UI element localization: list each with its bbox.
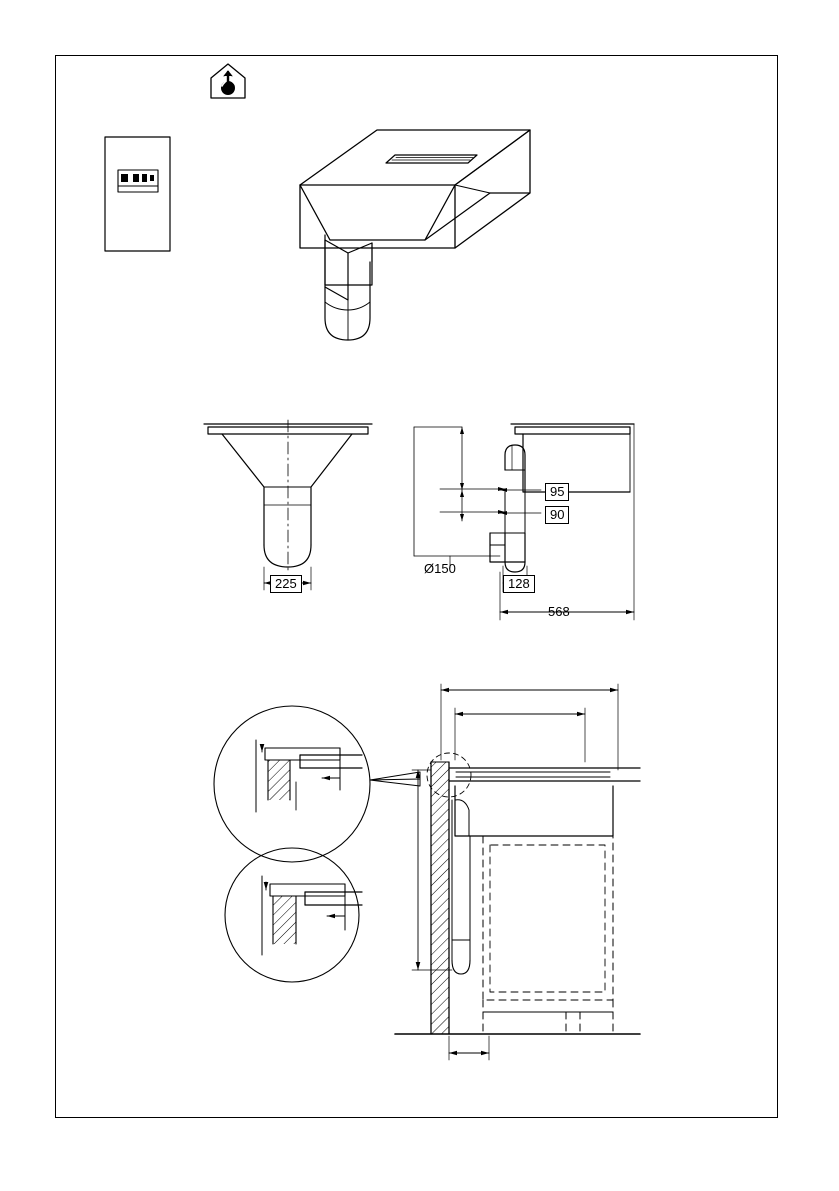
dimension-duct-depth: 128 (503, 575, 535, 593)
dimension-overall-length: 568 (548, 604, 570, 619)
dimension-offset-lower: 90 (545, 506, 569, 524)
page-border (55, 55, 778, 1118)
dimension-offset-upper: 95 (545, 483, 569, 501)
dimension-duct-diameter: Ø150 (424, 561, 456, 576)
dimension-front-width: 225 (270, 575, 302, 593)
